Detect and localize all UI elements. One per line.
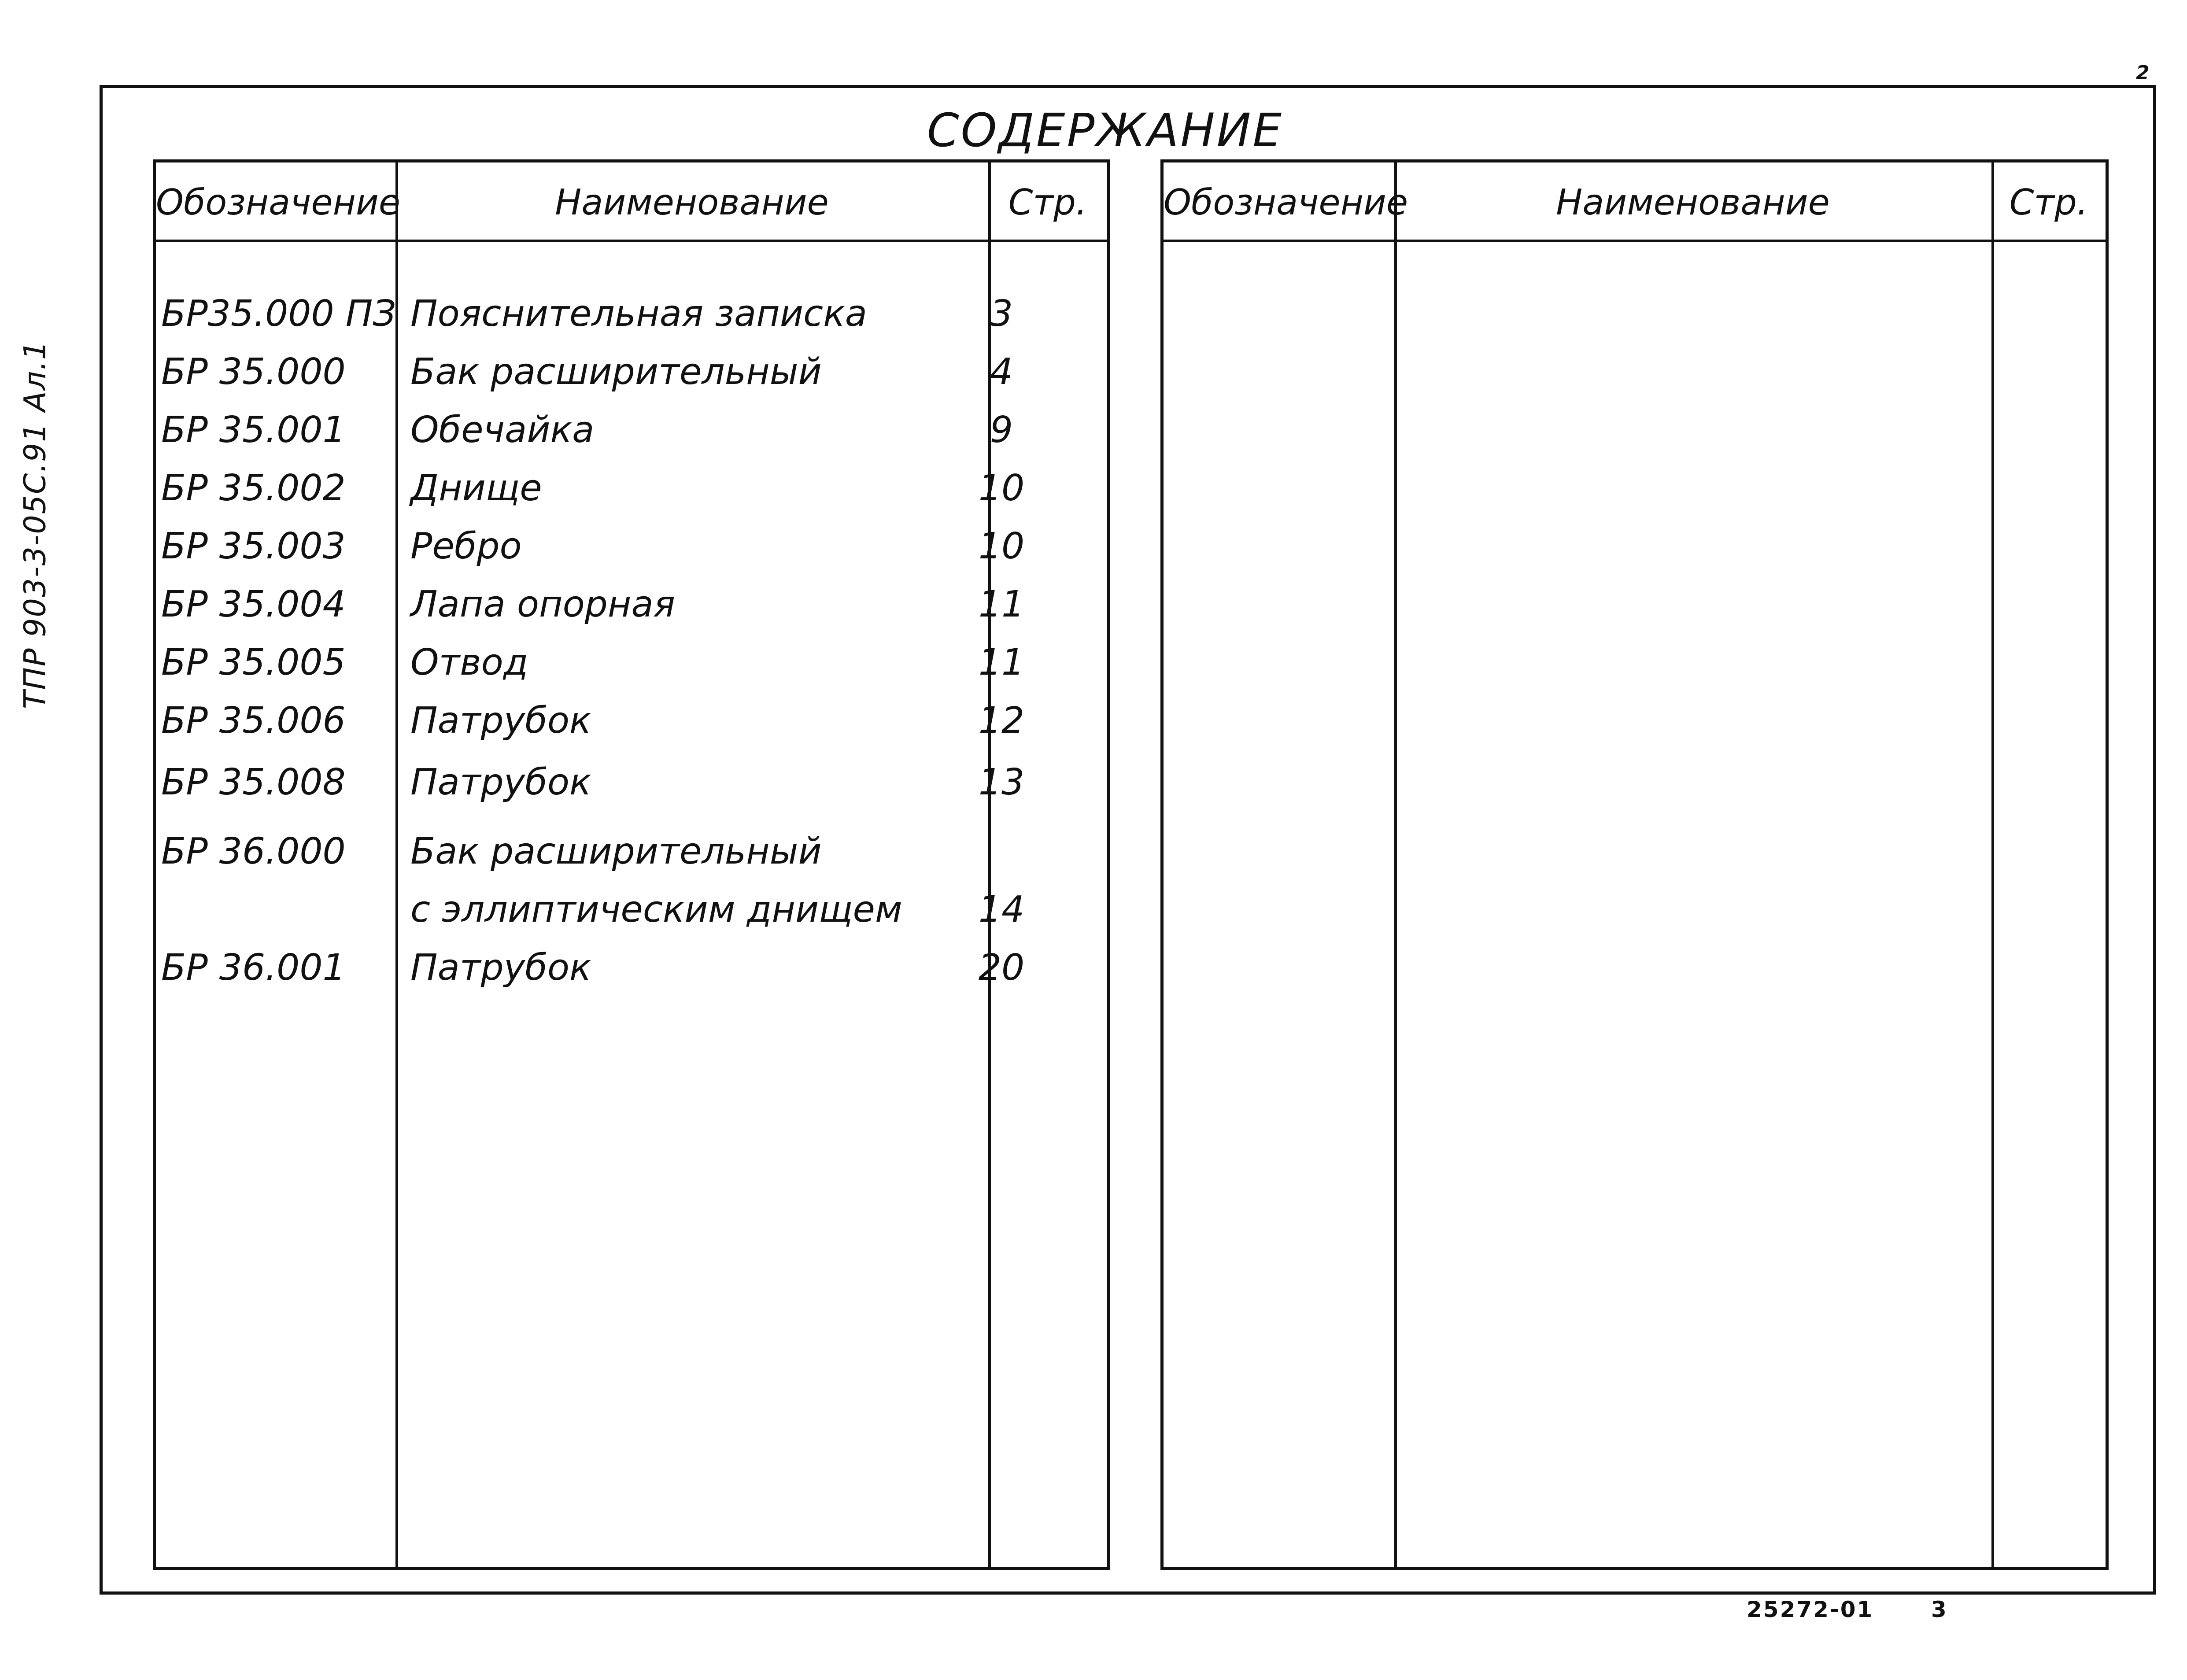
- header-page: Стр.: [1008, 182, 1087, 223]
- table-row: [156, 520, 1107, 573]
- row-name: Пояснительная записка: [410, 293, 867, 335]
- row-page: 12: [978, 700, 1025, 742]
- row-designation: БР 36.001: [161, 947, 346, 989]
- row-name: Патрубок: [410, 761, 591, 803]
- side-document-code: ТПР 903-3-05С.91 Ал.1: [18, 340, 53, 709]
- row-page: [949, 825, 1054, 878]
- document-number: 25272-01: [1747, 1597, 1874, 1622]
- row-page: 13: [978, 761, 1025, 803]
- row-page: 14: [978, 889, 1025, 930]
- row-page: 11: [978, 583, 1025, 625]
- row-name: с эллиптическим днищем: [410, 889, 902, 930]
- page-title: СОДЕРЖАНИЕ: [927, 103, 1284, 157]
- row-page: 3: [990, 293, 1013, 335]
- row-designation: БР 35.003: [161, 525, 346, 567]
- header-divider: [156, 240, 1107, 242]
- table-row: [156, 883, 1107, 936]
- table-row: [156, 462, 1107, 515]
- row-name: Бак расширительный: [410, 831, 822, 872]
- row-name: Лапа опорная: [410, 583, 676, 625]
- header-name: Наименование: [1556, 182, 1830, 223]
- row-name: Обечайка: [410, 409, 595, 451]
- row-page: 20: [978, 947, 1025, 989]
- row-name: Бак расширительный: [410, 351, 822, 393]
- row-designation: БР 35.000: [161, 351, 346, 393]
- page-number: 3: [1931, 1597, 1947, 1622]
- column-divider: [1991, 162, 1994, 1567]
- header-divider: [1164, 240, 2106, 242]
- row-designation: БР 35.001: [161, 409, 346, 451]
- contents-table-right: [1160, 159, 2109, 1570]
- row-page: 9: [990, 409, 1013, 451]
- header-designation: Обозначение: [1164, 182, 1408, 223]
- table-row: [156, 346, 1107, 399]
- row-name: Отвод: [410, 642, 528, 683]
- row-designation: БР 35.002: [161, 467, 346, 509]
- header-page: Стр.: [2009, 182, 2088, 223]
- table-row: [156, 636, 1107, 689]
- row-name: Ребро: [410, 525, 522, 567]
- row-name: Днище: [410, 467, 542, 509]
- row-page: 10: [978, 525, 1025, 567]
- row-designation: БР 36.000: [161, 831, 346, 872]
- row-name: Патрубок: [410, 947, 591, 989]
- row-designation: БР 35.004: [161, 583, 346, 625]
- row-designation: БР35.000 ПЗ: [161, 293, 396, 335]
- header-name: Наименование: [555, 182, 829, 223]
- row-designation: [161, 883, 390, 936]
- column-divider: [1394, 162, 1397, 1567]
- table-row: [156, 288, 1107, 340]
- sheet-corner-mark: 2: [2136, 62, 2150, 84]
- row-page: 10: [978, 467, 1025, 509]
- table-row: [156, 578, 1107, 631]
- table-row: [156, 756, 1107, 809]
- header-designation: Обозначение: [156, 182, 401, 223]
- row-page: 4: [990, 351, 1013, 393]
- contents-table-left: [153, 159, 1110, 1570]
- table-row: [156, 404, 1107, 457]
- row-designation: БР 35.008: [161, 761, 346, 803]
- row-name: Патрубок: [410, 700, 591, 742]
- table-row: [156, 694, 1107, 747]
- table-row: [156, 942, 1107, 994]
- row-page: 11: [978, 642, 1025, 683]
- row-designation: БР 35.005: [161, 642, 346, 683]
- row-designation: БР 35.006: [161, 700, 346, 742]
- table-row: [156, 825, 1107, 878]
